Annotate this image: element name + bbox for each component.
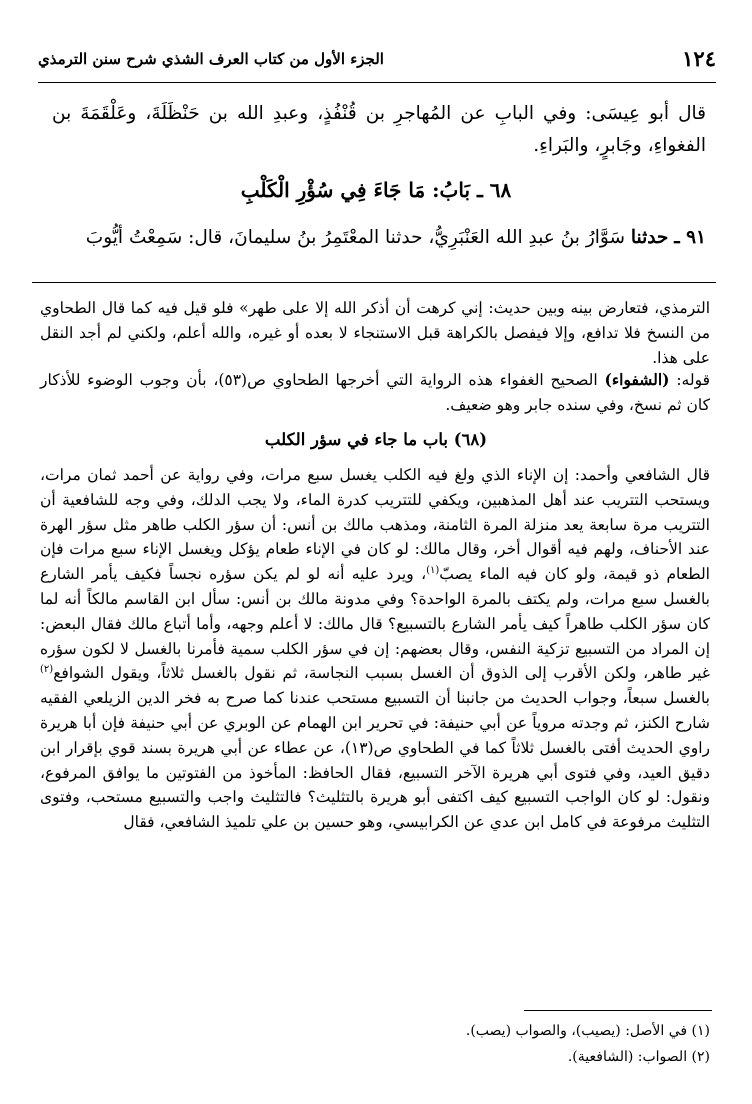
hadith-opener: حدثنا xyxy=(630,227,669,248)
hadith-chain: سَوَّارُ بنُ عبدِ الله العَنْبَرِيُّ، حدثنا المعْتَمِرُ بنُ سليمانَ، قال: سَمِعْتُ أيُّوبَ xyxy=(85,227,625,248)
para3-part-c: بالغسل سبعاً، وجواب الحديث من جانبنا أن التسبيع مستحب عندنا كما صرح به فخر الدين الزيلعي الفقيه شارح الكنز، ثم وجدته مروياً عن أبي حنيفة: في تحرير ابن الهمام عن الوبري عن أبي حنيفة فإن أبا هريرة راوي الحديث أفتى بالغسل ثلاثاً كما في الطحاوي ص(١٣)، عن عطاء عن أبي هريرة بسند قوي بإقرار ابن دقيق العيد، وفي فتوى أبي هريرة الآخر التسبيع، فقال الحافظ: المأخوذ من الفتوتين ما يوافق المرفوع، ونقول: لو كان الواجب التسبيع كيف اكتفى أبو هريرة بالتثليث؟ فالتثليث واجب والتسبيع مستحب، وفتوى التثليث مرفوعة في كامل ابن عدي عن الكرابيسي، وهو حسين بن علي تلميذ الشافعي، فقال xyxy=(40,689,710,832)
footnote-ref-1[interactable]: (١) xyxy=(426,565,440,577)
intro-paragraph: قال أبو عِيسَى: وفي البابِ عن المُهاجرِ بن قُنْفُذٍ، وعبدِ الله بن حَنْظَلَةَ، وعَلْقَمَةَ بن الفغواءِ، وجَابرٍ، والبَراءِ. xyxy=(52,103,706,156)
page-number: ١٢٤ xyxy=(682,46,716,71)
footnote-1: (١) في الأصل: (يصيب)، والصواب (يصب). xyxy=(465,1023,710,1039)
para2-term: (الشفواء) xyxy=(604,370,670,389)
footnote-ref-2[interactable]: (٢) xyxy=(40,664,54,676)
para3-part-a: قال الشافعي وأحمد: إن الإناء الذي ولغ فيه الكلب يغسل سبع مرات، وفي رواية عن أحمد ثمان مرات، ويستحب التتريب عند أهل المذهبين، ويكفي للتتريب كدرة الماء، ولا يجب الدلك، وفي وجه للشافعية أن التتريب مرة سابعة يعد منزلة المرة الثامنة، ومذهب مالك بن أنس: أن سؤر الكلب طاهر مثل سؤر الهرة عند الأحناف، ولهم فيه أقوال أخر، وقال مالك: لو كان في الإناء طعام يؤكل ويغسل الإناء سبع مرات فإن الطعام ذو قيمة، ولو كان فيه الماء يصبّ xyxy=(40,466,710,584)
header-divider xyxy=(38,82,716,83)
main-divider xyxy=(32,282,716,283)
footnote-divider xyxy=(524,1010,712,1011)
para2-rest: الصحيح الغفواء هذه الرواية التي أخرجها الطحاوي ص(٥٣)، بأن وجوب الوضوء للأذكار كان ثم نسخ، وفي سنده جابر وهو ضعيف. xyxy=(40,371,710,414)
commentary-paragraph-2 xyxy=(40,368,710,418)
chapter-title: ٦٨ ـ بَابُ: مَا جَاءَ فِي سُؤْرِ الْكَلْبِ xyxy=(240,178,512,202)
page-header xyxy=(38,44,716,84)
para2-lead: قوله: xyxy=(669,371,710,389)
running-title: الجزء الأول من كتاب العرف الشذي شرح سنن الترمذي xyxy=(38,50,384,68)
section-heading: (٦٨) باب ما جاء في سؤر الكلب xyxy=(264,430,488,449)
hadith-text xyxy=(52,222,706,254)
commentary-paragraph-3 xyxy=(40,463,710,835)
commentary-paragraph-1: الترمذي، فتعارض بينه وبين حديث: إني كرهت أن أذكر الله إلا على طهر» فلو قيل فيه كما قال الطحاوي من النسخ فلا تدافع، وإلا فيفصل بالكراهة قبل الاستنجاء لا بعده أو غيره، والله أعلم، ولكني لم أجد النقل على هذا. xyxy=(40,299,710,367)
hadith-number: ٩١ ـ xyxy=(674,227,706,248)
footnote-2: (٢) الصواب: (الشافعية). xyxy=(567,1049,710,1065)
footnotes xyxy=(300,1018,710,1070)
para3-part-b: ، ويرد عليه أنه لو لم يكن سؤره نجساً فكيف يأمر الشارع بالغسل سبع مرات، ولم يكتف بالمرة الواحدة؟ وفي مدونة مالك بن أنس: سأل ابن القاسم مالكاً أنه لما كان سؤر الكلب طاهراً كيف يأمر الشارع بالتسبيع؟ قال مالك: لا أعلم وجهه، وأما أتباع مالك فقال البعض: إن المراد من التسبيع تزكية النفس، وقال بعضهم: إن في سؤر الكلب سمية فأمرنا بالغسل لا لكون سؤره غير طاهر، ولكن الأقرب إلى الذوق أن الغسل بسبب النجاسة، ثم نقول بالغسل ثلاثاً، ويقول الشوافع xyxy=(40,565,710,683)
